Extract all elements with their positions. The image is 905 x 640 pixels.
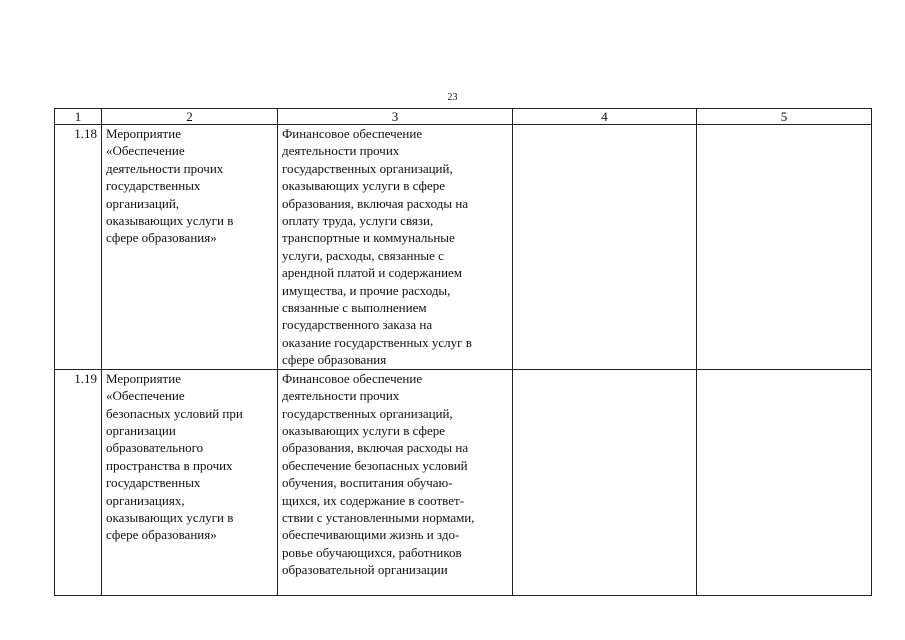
column-5-cell — [697, 125, 872, 370]
description-line: образования, включая расходы на — [282, 440, 469, 456]
row-number: 1.18 — [55, 125, 102, 370]
event-line: сфере образования» — [106, 527, 217, 543]
description-line: деятельности прочих — [282, 143, 400, 159]
event-line: образовательного — [106, 440, 204, 456]
table-row — [55, 369, 872, 595]
event-line: деятельности прочих — [106, 160, 224, 176]
description-line: щихся, их содержание в соответ- — [282, 492, 465, 508]
page-number: 23 — [447, 92, 458, 103]
column-header-4: 4 — [513, 109, 697, 125]
column-header-3: 3 — [278, 109, 513, 125]
column-header-5: 5 — [697, 109, 872, 125]
table-header-row — [55, 109, 872, 125]
description-line: деятельности прочих — [282, 388, 400, 404]
event-line: сфере образования» — [106, 230, 217, 246]
event-line: безопасных условий при — [106, 405, 243, 421]
event-line: государственных — [106, 178, 201, 194]
description-line: сфере образования — [282, 352, 387, 368]
event-line: оказывающих услуги в — [106, 509, 234, 525]
description-cell — [278, 369, 513, 595]
description-line: государственных организаций, — [282, 405, 453, 421]
description-line: оказывающих услуги в сфере — [282, 422, 446, 438]
description-line: оказание государственных услуг в — [282, 334, 472, 350]
description-line: Финансовое обеспечение — [282, 370, 423, 386]
description-line: государственного заказа на — [282, 317, 433, 333]
event-line: организации — [106, 422, 176, 438]
description-line: ровье обучающихся, работников — [282, 544, 462, 560]
event-cell — [102, 125, 278, 370]
event-line: Мероприятие — [106, 126, 181, 141]
description-line: образования, включая расходы на — [282, 195, 469, 211]
event-line: пространства в прочих — [106, 457, 233, 473]
description-line: образовательной организации — [282, 562, 448, 578]
description-line: арендной платой и содержанием — [282, 265, 463, 281]
event-line: государственных — [106, 475, 201, 491]
description-line: ствии с установленными нормами, — [282, 509, 475, 525]
event-line: организациях, — [106, 492, 185, 508]
row-number: 1.19 — [55, 369, 102, 595]
column-header-2: 2 — [102, 109, 278, 125]
event-cell — [102, 369, 278, 595]
description-line: обеспечение безопасных условий — [282, 457, 468, 473]
description-cell — [278, 125, 513, 370]
description-line: обеспечивающими жизнь и здо- — [282, 527, 460, 543]
description-line: обучения, воспитания обучаю- — [282, 475, 453, 491]
description-line: связанные с выполнением — [282, 300, 427, 316]
program-table — [54, 108, 872, 596]
column-4-cell — [513, 369, 697, 595]
event-line: организаций, — [106, 195, 180, 211]
description-line: оказывающих услуги в сфере — [282, 178, 446, 194]
column-4-cell — [513, 125, 697, 370]
description-line: имущества, и прочие расходы, — [282, 282, 451, 298]
event-line: «Обеспечение — [106, 388, 185, 404]
description-line: оплату труда, услуги связи, — [282, 213, 434, 229]
column-header-1: 1 — [55, 109, 102, 125]
event-line: оказывающих услуги в — [106, 213, 234, 229]
event-line: Мероприятие — [106, 370, 181, 386]
description-line: транспортные и коммунальные — [282, 230, 455, 246]
event-line: «Обеспечение — [106, 143, 185, 159]
description-line: государственных организаций, — [282, 160, 453, 176]
description-line: Финансовое обеспечение — [282, 126, 423, 141]
description-line: услуги, расходы, связанные с — [282, 247, 444, 263]
table-row — [55, 125, 872, 370]
column-5-cell — [697, 369, 872, 595]
